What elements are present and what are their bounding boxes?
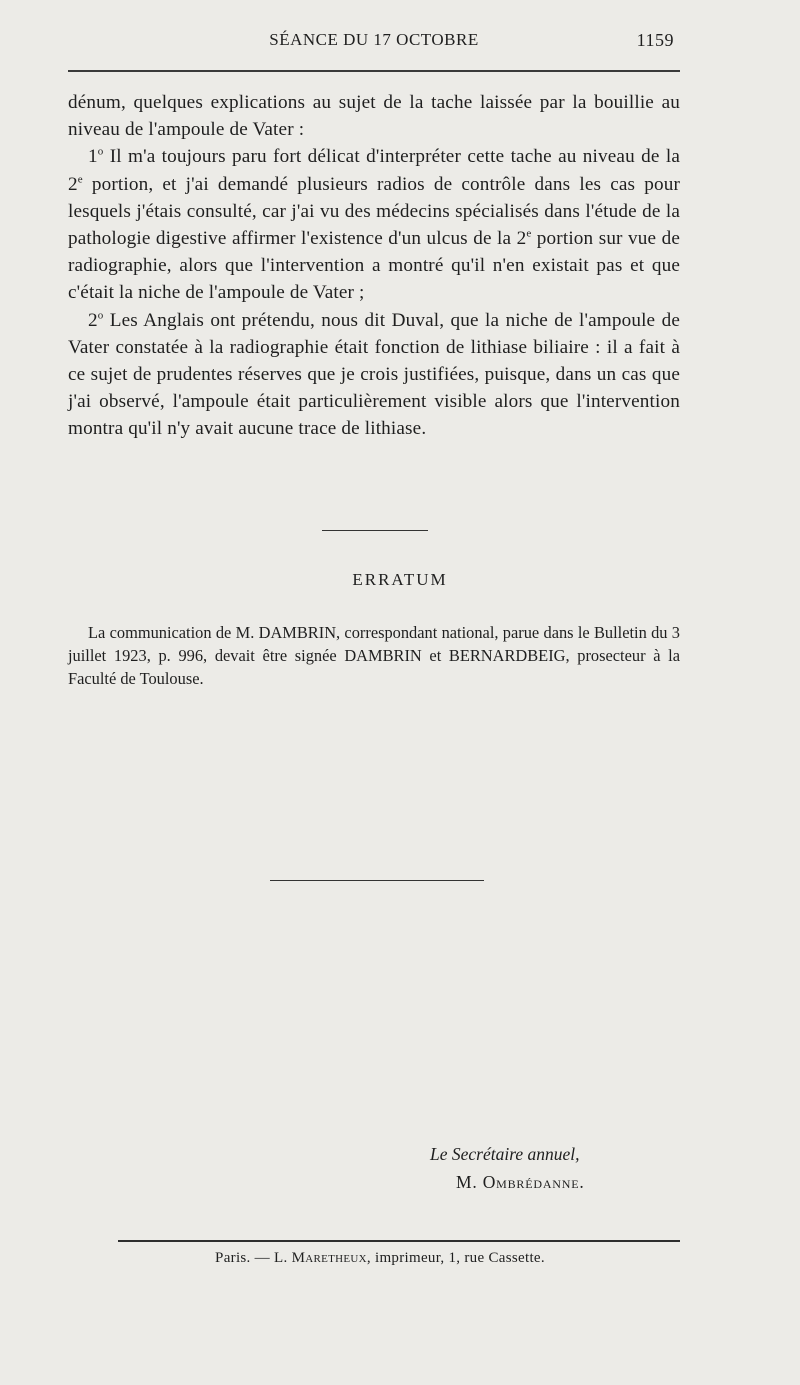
paragraph-1: dénum, quelques explications au sujet de la tache laissée par la bouillie au niveau de l'ampoule de Vater : <box>68 92 680 141</box>
erratum-heading: ERRATUM <box>352 570 448 589</box>
signature-role: Le Secrétaire annuel, <box>430 1144 580 1164</box>
ordinal-mark: o <box>97 309 104 322</box>
imprint-suffix: , imprimeur, 1, rue Cassette. <box>366 1250 545 1266</box>
paragraph-3 <box>68 307 680 443</box>
page-number: 1159 <box>636 30 674 50</box>
ordinal-mark: o <box>97 146 104 159</box>
ordinal-mark: e <box>77 173 83 186</box>
printer-name: Maretheux <box>291 1250 367 1266</box>
header-rule <box>68 70 680 72</box>
signature-name: M. Ombrédanne. <box>456 1172 585 1192</box>
end-separator <box>270 880 484 881</box>
imprint-rule <box>118 1240 680 1242</box>
paragraph-2 <box>68 143 680 306</box>
item-number-1: 1 <box>88 146 98 168</box>
running-title: SÉANCE DU 17 OCTOBRE <box>269 30 479 49</box>
section-separator <box>322 530 428 531</box>
paragraph-2-text-b: portion, et j'ai demandé plusieurs radios de contrôle dans les cas pour lesquels j'étais consulté, car j'ai vu des médecins spécialisés dans l'étude de la pathologie digestive affirmer l'existence d'un ulcus de la 2 <box>68 173 680 250</box>
paragraph-2-text-a: Il m'a toujours paru fort délicat d'interpréter cette tache au niveau de la 2 <box>68 146 680 195</box>
printer-imprint <box>0 1250 760 1267</box>
ordinal-mark: e <box>526 227 532 240</box>
erratum-paragraph: La communication de M. DAMBRIN, correspondant national, parue dans le Bulletin du 3 juillet 1923, p. 996, devait être signée DAMBRIN et BERNARDBEIG, prosecteur à la Faculté de Toulouse. <box>68 623 680 688</box>
paragraph-2-text-c: portion sur vue de radiographie, alors que l'intervention a montré qu'il n'en existait pas et que c'était la niche de l'ampoule de Vater ; <box>68 228 680 304</box>
paragraph-3-text: Les Anglais ont prétendu, nous dit Duval, que la niche de l'ampoule de Vater constatée à la radiographie était fonction de lithiase biliaire : il a fait à ce sujet de prudentes réserves que je crois justifiées, puisque, dans un cas que j'ai observé, l'ampoule était particulièrement visible alors que l'intervention montra qu'il n'y avait aucune trace de lithiase. <box>68 309 680 440</box>
imprint-prefix: Paris. — L. <box>215 1250 292 1266</box>
erratum-body <box>68 622 680 690</box>
running-head <box>68 30 680 56</box>
item-number-2: 2 <box>88 309 98 331</box>
article-body <box>68 89 680 443</box>
signature-block <box>330 1140 710 1196</box>
